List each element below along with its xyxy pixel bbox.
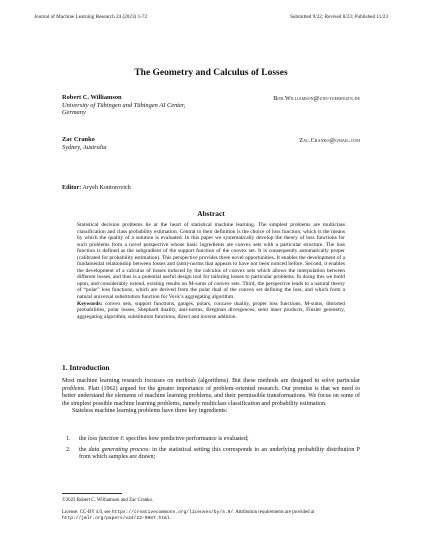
footnote-rule: [62, 493, 122, 494]
author-name: Robert C. Williamson: [62, 94, 122, 101]
keywords-label: Keywords:: [77, 300, 103, 307]
keywords-line: [77, 301, 345, 321]
list-item: 1. the loss function ℓ: specifies how predictive performance is evaluated;: [66, 436, 249, 442]
abstract-text: Statistical decision problems lie at the heart of statistical machine learning. The simplest problems are multiclass classification and class probability estimation. Central to their definition is the choice of loss function, which is the means by which the quality of a solution is evaluated. In this paper we systematically develop the theory of loss functions for such problems from a novel perspective whose basic ingredients are convex sets with a particular structure. The loss function is defined as the subgradient of the support function of the convex set. It is consequently automatically proper (calibrated for probability estimation). This perspective provides three novel opportunities. It enables the development of a fundamental relationship between losses and (anti)-norms that appears to have not been noticed before. Second, it enables the development of a calculus of losses induced by the calculus of convex sets which allows the interpolation between different losses, and thus is a potential useful design tool for tailoring losses to particular problems. In doing this we build upon, and considerably extend, existing results on M-sums of convex sets. Third, the perspective leads to a natural theory of “polar” loss functions, which are derived from the polar dual of the convex set defining the loss, and which form a natural universal substitution function for Vovk’s aggregating algorithm.: [77, 222, 345, 301]
ingredients-list: [62, 436, 360, 465]
keywords-text: convex sets, support functions, gauges, polars, concave duality, proper loss functions, M-sums, distorted probabilities, polar losses, Shephard duality, anti-norms, Bregman divergences, semi inner products, Finsler geometry, aggregating algorithm, substitution functions, direct and inverse addition.: [77, 300, 345, 320]
journal-header: Journal of Machine Learning Research 24 (2023) 1-72: [34, 14, 148, 20]
abstract-heading: Abstract: [197, 209, 225, 218]
abstract-body: [77, 222, 345, 320]
license-link[interactable]: https://creativecommons.org/licenses/by/4.0/: [111, 510, 234, 515]
author-name: Zac Cranko: [62, 136, 95, 143]
author-email[interactable]: Bob.Williamson@uni-tuebingen.de: [273, 95, 360, 102]
intro-paragraph-1: Most machine learning research focusses on methods (algorithms). But these methods are designed to solve particular problems. Platt (1962) argued for the greater importance of problem-oriented research. Our premise is that we need to better understand the elements of machine learning problems, and their permissible transformations. We focus on some of the simplest possible machine learning problems, namely multiclass classification and probability estimation.: [62, 378, 360, 407]
author-block-1: [62, 94, 185, 117]
submission-dates: Submitted 9/22; Revised 8/23; Published 11/23: [290, 14, 388, 20]
author-affiliation-country: Germany: [62, 109, 86, 117]
license-notice: License: CC-BY 4.0, see https://creativecommons.org/licenses/by/4.0/. Attribution requirements are provided at http://jmlr.org/papers/v24/22-0987.html.: [62, 510, 315, 522]
paper-title: The Geometry and Calculus of Losses: [134, 68, 288, 78]
attribution-link[interactable]: http://jmlr.org/papers/v24/22-0987.html: [62, 516, 170, 522]
editor-line: [62, 184, 131, 191]
section-heading: 1. Introduction: [62, 363, 110, 372]
intro-paragraph-2: Stateless machine learning problems have three key ingredients:: [72, 408, 228, 415]
author-affiliation: University of Tübingen and Tübingen AI Center,: [62, 101, 186, 109]
list-item: 2. the data generating process: in the statistical setting this corresponds to an underlying probability distribution P from which samples are drawn;: [66, 446, 360, 461]
author-affiliation: Sydney, Australia: [62, 143, 107, 151]
intro-text: [62, 378, 360, 416]
editor-label: Editor:: [62, 184, 82, 191]
editor-name: Aryeh Kontorovich: [82, 184, 131, 191]
copyright-notice: ©2023 Robert C. Williamson and Zac Cranko.: [62, 498, 154, 503]
author-block-2: [62, 136, 107, 151]
author-email[interactable]: Zac.Cranko@gmail.com: [299, 137, 360, 144]
